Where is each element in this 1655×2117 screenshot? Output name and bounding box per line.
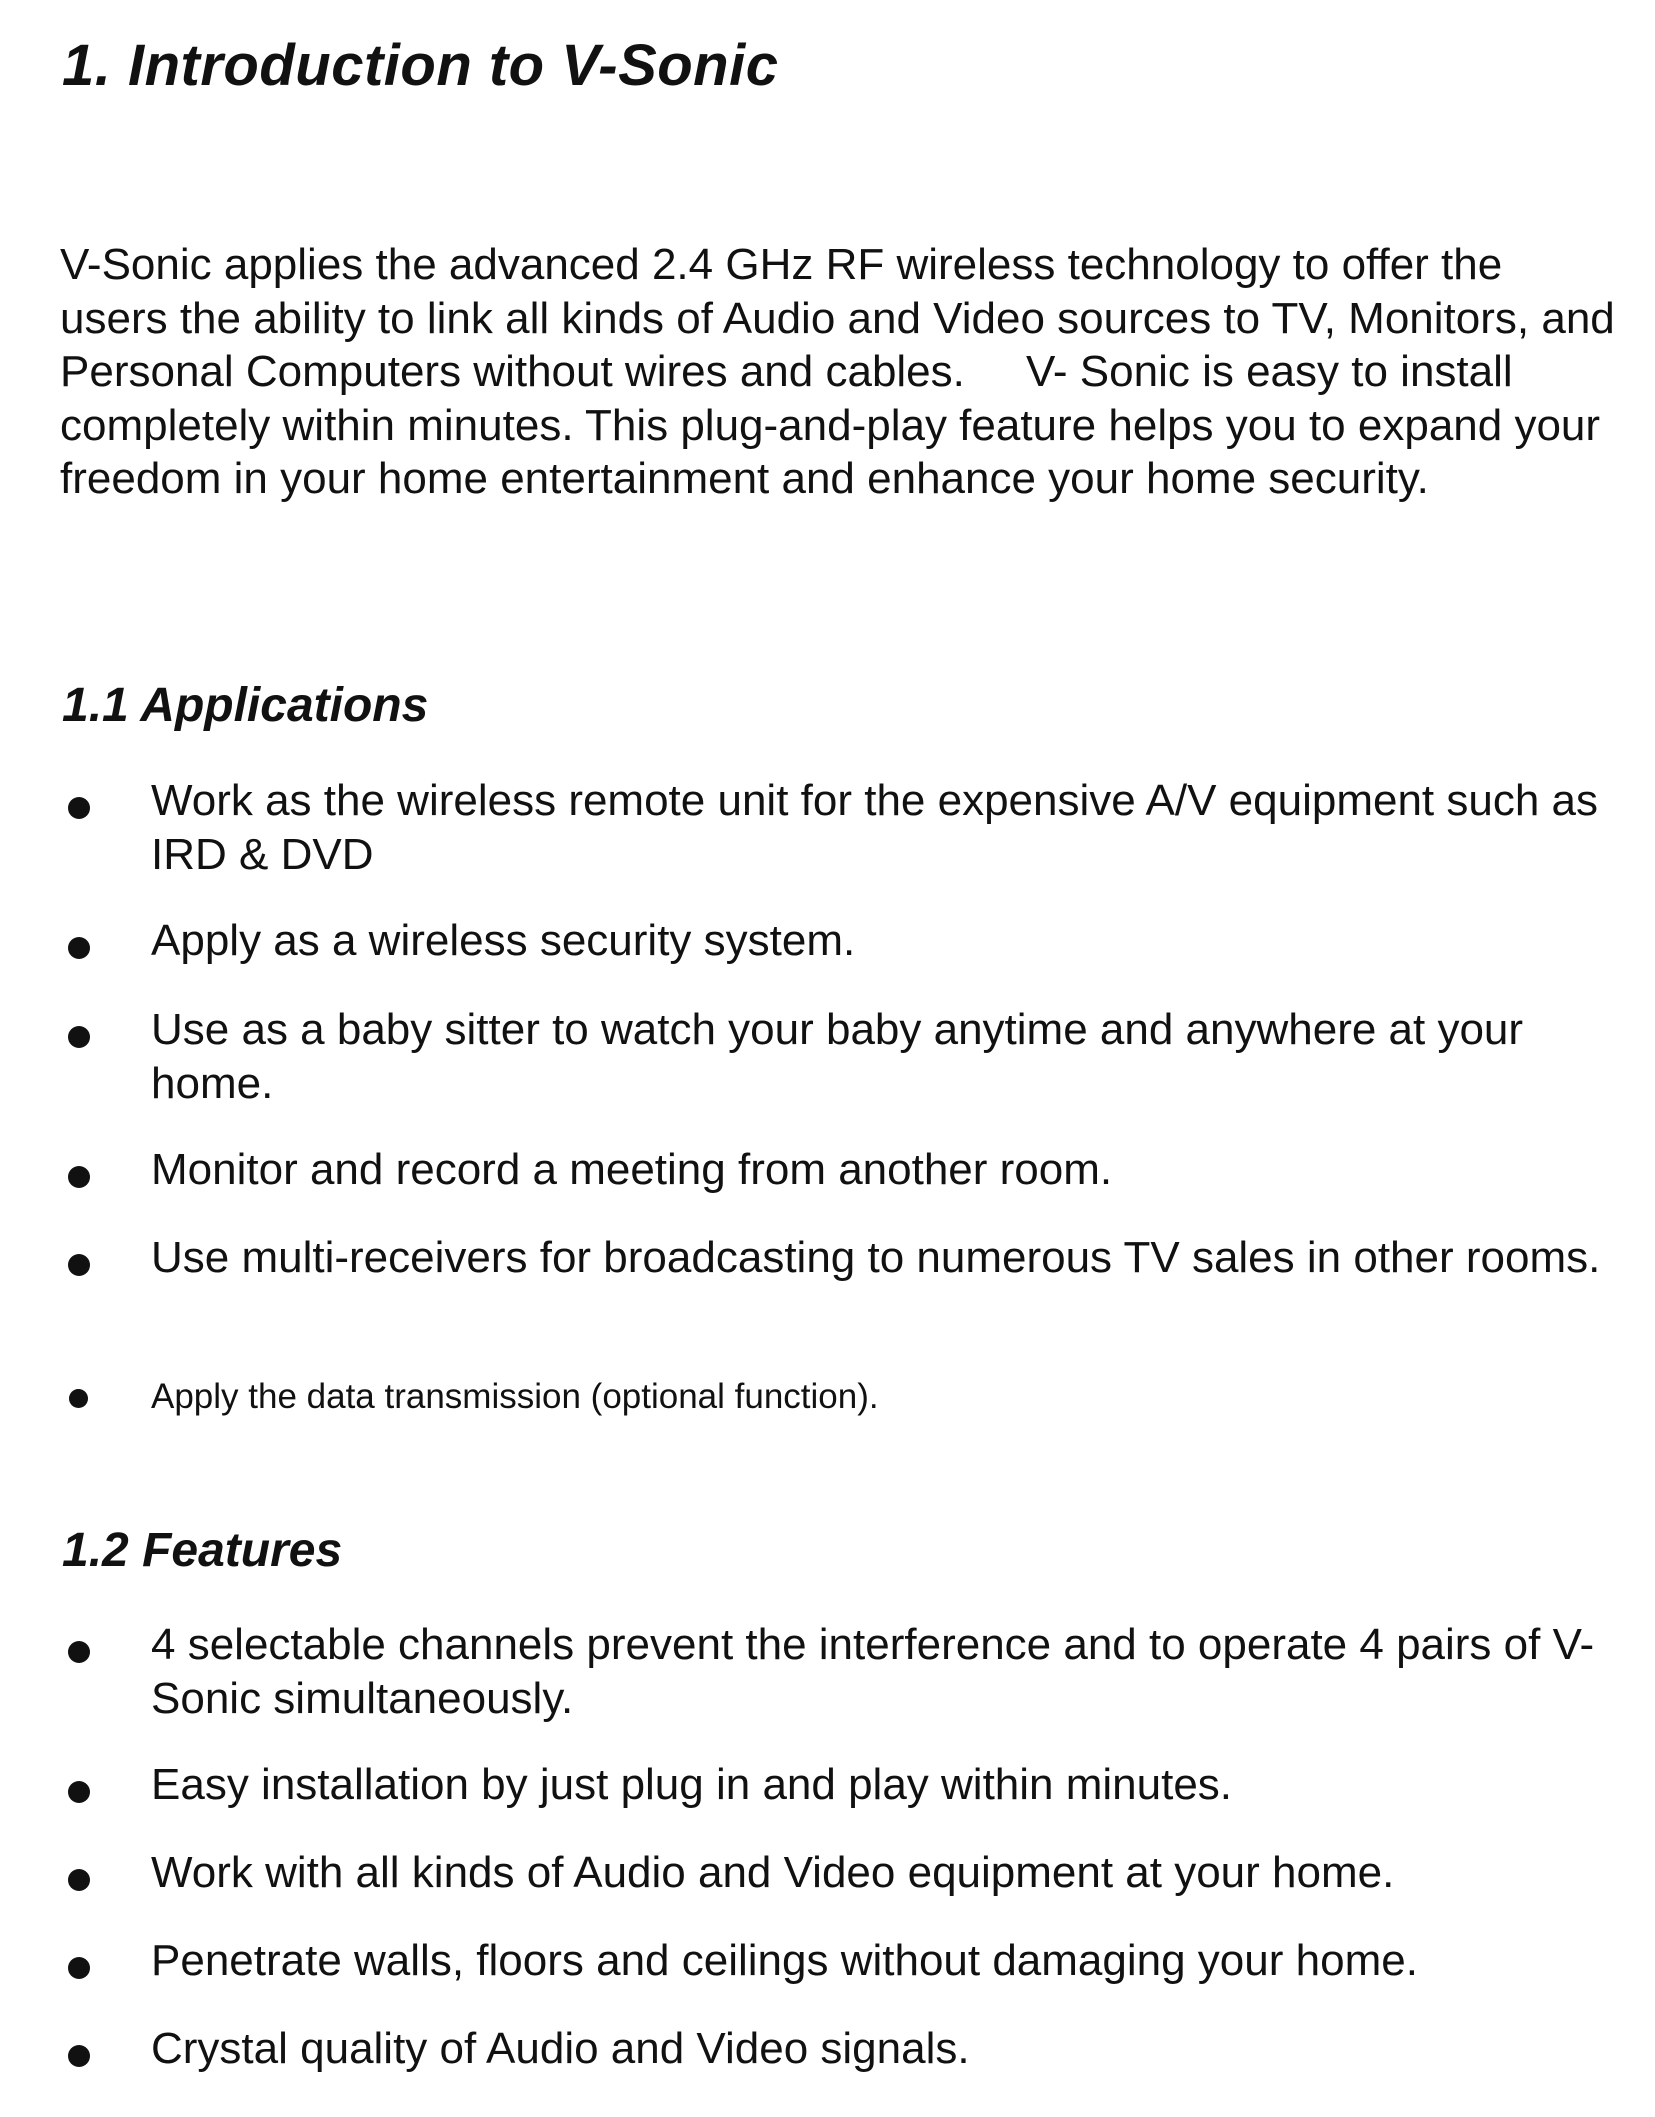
intro-paragraph: V-Sonic applies the advanced 2.4 GHz RF wireless technology to offer the users the ability to link all kinds of Audio and Video sources to TV, Monitors, and Personal Computers without wires and cables. V- Sonic is easy to install completely within minutes. This plug-and-play feature helps you to expand your freedom in your home entertainment and enhance your home security. (60, 240, 1627, 503)
features-heading: 1.2 Features (62, 1524, 343, 1577)
bullet-icon (68, 797, 90, 819)
list-item-text: Penetrate walls, floors and ceilings without damaging your home. (151, 1936, 1418, 1985)
list-item-text: Work with all kinds of Audio and Video equipment at your home. (151, 1848, 1395, 1897)
list-item-text: 4 selectable channels prevent the interference and to operate 4 pairs of V-Sonic simultaneously. (151, 1620, 1595, 1723)
bullet-icon (68, 1641, 90, 1663)
list-item-text: Monitor and record a meeting from another room. (151, 1145, 1113, 1194)
bullet-icon (68, 1254, 90, 1276)
applications-heading: 1.1 Applications (62, 679, 429, 732)
bullet-icon (68, 2045, 90, 2067)
bullet-icon (69, 1389, 88, 1408)
list-item-text: Use multi-receivers for broadcasting to numerous TV sales in other rooms. (151, 1233, 1601, 1282)
list-item-text: Work as the wireless remote unit for the expensive A/V equipment such as IRD & DVD (151, 776, 1599, 879)
list-item-text: Apply the data transmission (optional function). (151, 1377, 879, 1416)
bullet-icon (68, 1781, 90, 1803)
bullet-icon (68, 1026, 90, 1048)
list-item-text: Apply as a wireless security system. (151, 916, 856, 965)
list-item-text: Easy installation by just plug in and play within minutes. (151, 1760, 1233, 1809)
bullet-icon (68, 1166, 90, 1188)
list-item-text: Crystal quality of Audio and Video signals. (151, 2024, 970, 2073)
bullet-icon (68, 1957, 90, 1979)
page-title: 1. Introduction to V-Sonic (62, 33, 779, 98)
list-item-text: Use as a baby sitter to watch your baby anytime and anywhere at your home. (151, 1005, 1524, 1108)
bullet-icon (68, 937, 90, 959)
bullet-icon (68, 1869, 90, 1891)
